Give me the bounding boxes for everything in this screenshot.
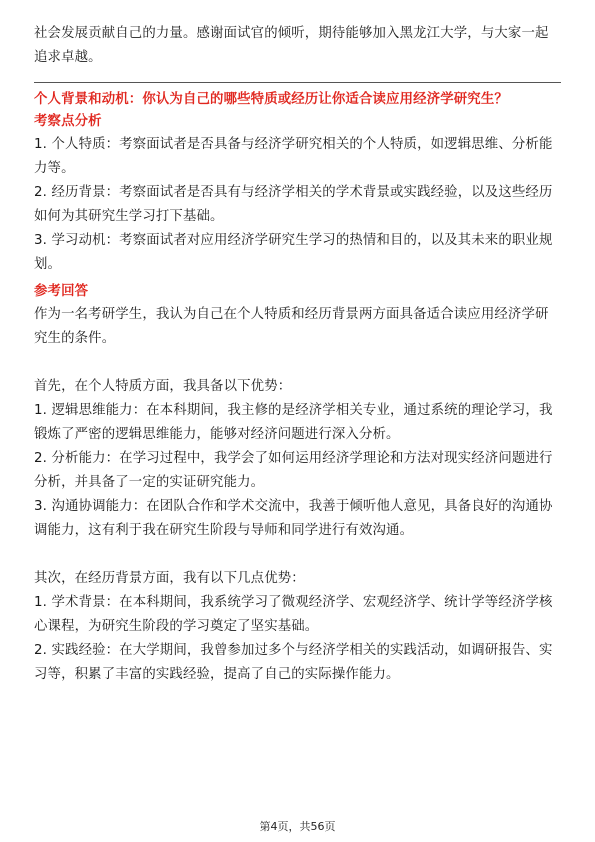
intro-paragraph: 社会发展贡献自己的力量。感谢面试官的倾听，期待能够加入黑龙江大学，与大家一起追求卓越。 [34, 26, 549, 65]
answer-intro: 作为一名考研学生，我认为自己在个人特质和经历背景两方面具备适合读应用经济学研究生的条件。 [34, 307, 549, 346]
page-footer: 第4页，共56页 [259, 820, 336, 833]
analysis-heading: 考察点分析 [34, 114, 102, 129]
traits-intro: 首先，在个人特质方面，我具备以下优势： [34, 379, 292, 394]
experience-item: 1. 学术背景：在本科期间，我系统学习了微观经济学、宏观经济学、统计学等经济学核心课程，为研究生阶段的学习奠定了坚实基础。 [34, 595, 553, 634]
document-page [34, 22, 561, 687]
analysis-item: 1. 个人特质：考察面试者是否具备与经济学研究相关的个人特质，如逻辑思维、分析能力等。 [34, 137, 553, 176]
question-title: 个人背景和动机：你认为自己的哪些特质或经历让你适合读应用经济学研究生？ [34, 92, 508, 107]
section-divider [34, 82, 561, 83]
traits-item: 1. 逻辑思维能力：在本科期间，我主修的是经济学相关专业，通过系统的理论学习，我锻炼了严密的逻辑思维能力，能够对经济问题进行深入分析。 [34, 403, 553, 442]
analysis-item: 3. 学习动机：考察面试者对应用经济学研究生学习的热情和目的，以及其未来的职业规划。 [34, 233, 553, 272]
experience-intro: 其次，在经历背景方面，我有以下几点优势： [34, 571, 305, 586]
traits-item: 3. 沟通协调能力：在团队合作和学术交流中，我善于倾听他人意见，具备良好的沟通协调能力，这有利于我在研究生阶段与导师和同学进行有效沟通。 [34, 499, 553, 538]
traits-item: 2. 分析能力：在学习过程中，我学会了如何运用经济学理论和方法对现实经济问题进行分析，并具备了一定的实证研究能力。 [34, 451, 553, 490]
answer-heading: 参考回答 [34, 284, 89, 299]
analysis-item: 2. 经历背景：考察面试者是否具有与经济学相关的学术背景或实践经验，以及这些经历如何为其研究生学习打下基础。 [34, 185, 553, 224]
experience-item: 2. 实践经验：在大学期间，我曾参加过多个与经济学相关的实践活动，如调研报告、实习等，积累了丰富的实践经验，提高了自己的实际操作能力。 [34, 643, 553, 682]
